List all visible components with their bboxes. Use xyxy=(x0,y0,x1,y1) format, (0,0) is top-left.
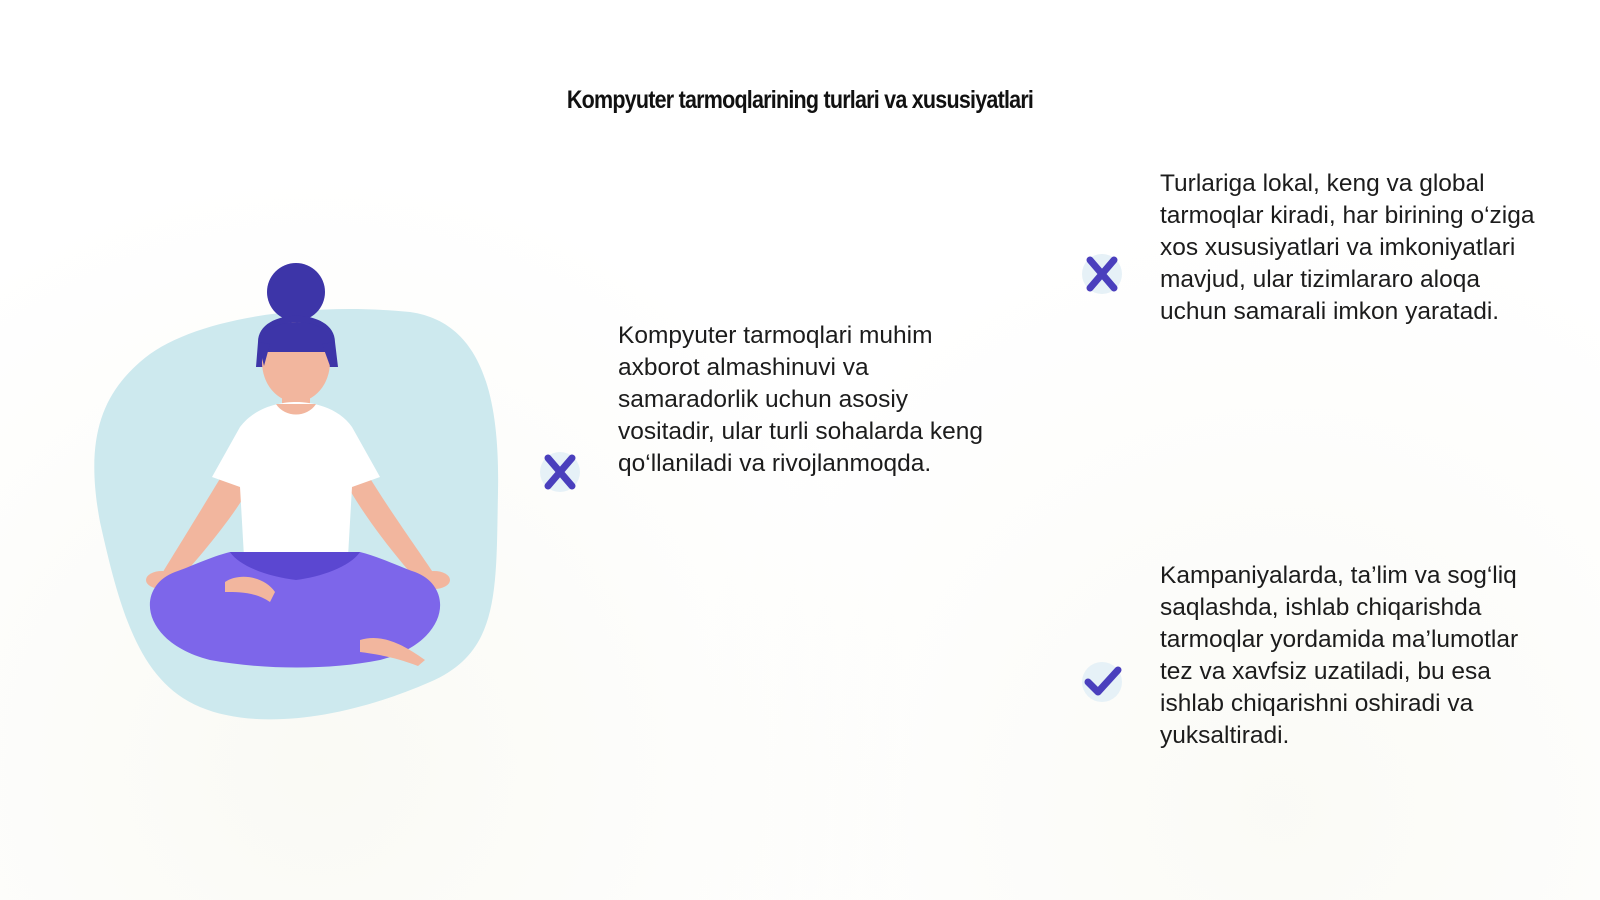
cross-icon xyxy=(1080,252,1124,296)
item-text-line: uchun samarali imkon yaratadi. xyxy=(1160,298,1500,325)
item-text-line: tarmoqlar kiradi, har birining o‘ziga xyxy=(1160,202,1535,229)
hair-bun-shape xyxy=(267,263,325,321)
item-text-line: vositadir, ular turli sohalarda keng xyxy=(618,418,983,445)
slide-title: Kompyuter tarmoqlarining turlari va xususiyatlari xyxy=(566,86,1034,114)
item-text-line: qo‘llaniladi va rivojlanmoqda. xyxy=(618,450,932,477)
item-text-line: axborot almashinuvi va xyxy=(618,354,869,381)
item-text-line: Kompyuter tarmoqlari muhim xyxy=(618,322,933,349)
item-text-line: tez va xavfsiz uzatiladi, bu esa xyxy=(1160,658,1491,685)
item-text-line: Kampaniyalarda, ta’lim va sog‘liq xyxy=(1160,562,1517,589)
item-text-line: mavjud, ular tizimlararo aloqa xyxy=(1160,266,1480,293)
item-text-line: Turlariga lokal, keng va global xyxy=(1160,170,1485,197)
item-text-line: ishlab chiqarishni oshiradi va xyxy=(1160,690,1474,717)
item-text-line: yuksaltiradi. xyxy=(1160,722,1290,749)
item-text-line: samaradorlik uchun asosiy xyxy=(618,386,909,413)
item-text-line: xos xususiyatlari va imkoniyatlari xyxy=(1160,234,1516,261)
list-item xyxy=(1160,560,1518,752)
list-item xyxy=(1160,168,1534,328)
meditating-woman-illustration xyxy=(80,262,520,742)
item-text-line: saqlashda, ishlab chiqarishda xyxy=(1160,594,1482,621)
cross-icon xyxy=(538,450,582,494)
list-item xyxy=(618,320,983,480)
item-text-line: tarmoqlar yordamida ma’lumotlar xyxy=(1160,626,1519,653)
check-icon xyxy=(1080,660,1124,704)
